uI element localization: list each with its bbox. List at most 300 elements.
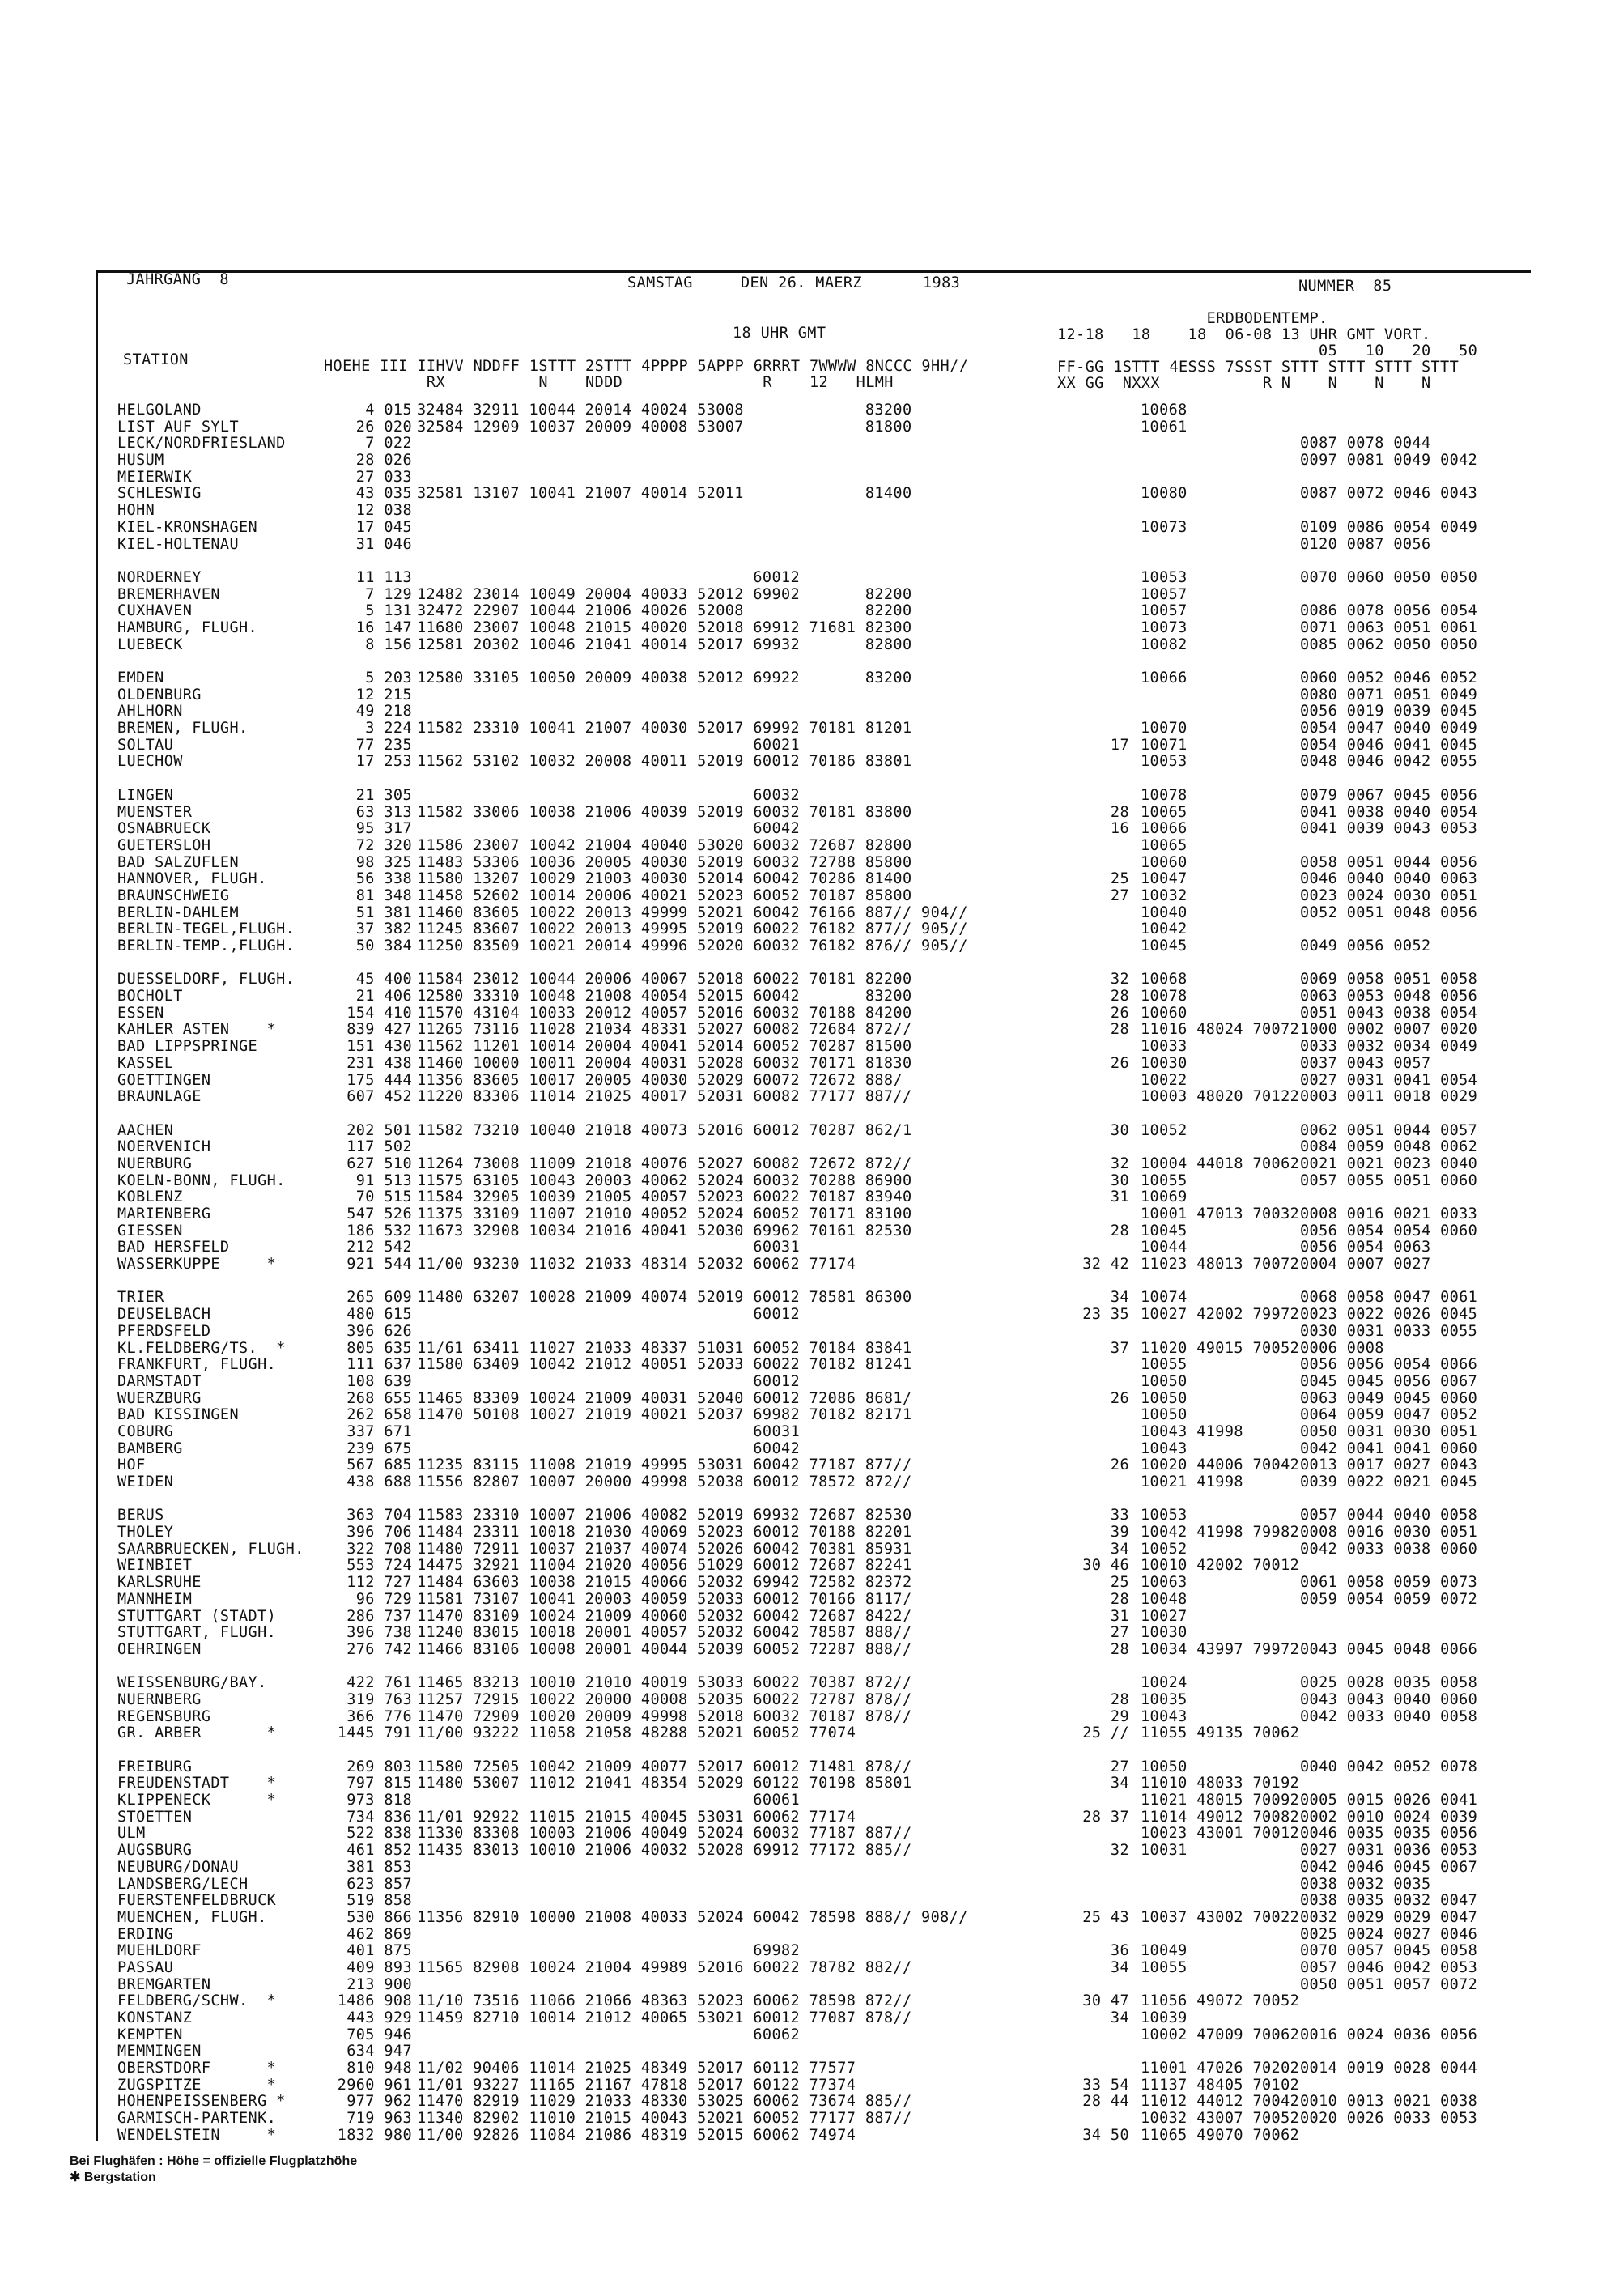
soil-temperatures: 0048 0046 0042 0055	[1300, 753, 1478, 771]
height-id: 202 501	[346, 1121, 412, 1139]
gust-groups: 28	[1110, 1690, 1129, 1708]
station-name: NUERNBERG	[117, 1690, 202, 1708]
station-name: MEMMINGEN	[117, 2043, 202, 2060]
extreme-groups: 10060	[1141, 853, 1188, 871]
obs-groups-18utc: 11435 83013 10010 21006 40032 52028 69912 77172 885//	[417, 1842, 912, 1860]
station-name: WEISSENBURG/BAY.	[117, 1674, 267, 1692]
height-id: 16 147	[355, 619, 412, 636]
height-id: 63 313	[355, 803, 412, 821]
station-name: BREMERHAVEN	[117, 585, 220, 603]
extreme-groups: 11012 44012 70042	[1141, 2093, 1300, 2111]
height-id: 319 763	[346, 1690, 412, 1708]
obs-groups-18utc: 11480 72911 10037 21037 40074 52026 60042 70381 85931	[417, 1540, 912, 1558]
height-id: 56 338	[355, 870, 412, 888]
gust-groups: 30 46	[1082, 1557, 1129, 1575]
obs-groups-18utc: 60021	[417, 736, 801, 754]
height-id: 70 515	[355, 1188, 412, 1206]
obs-groups-18utc: 11/00 92826 11084 21086 48319 52015 60062 74974	[417, 2126, 856, 2144]
soil-temperatures: 0020 0026 0033 0053	[1300, 2110, 1478, 2128]
obs-groups-18utc: 11240 83015 10018 20001 40057 52032 60042 78587 888//	[417, 1624, 912, 1642]
obs-groups-18utc: 11673 32908 10034 21016 40041 52030 69962 70161 82530	[417, 1222, 912, 1239]
soil-temperatures: 0041 0038 0040 0054	[1300, 803, 1478, 821]
station-name: MARIENBERG	[117, 1205, 211, 1222]
obs-groups-18utc: 11580 72505 10042 21009 40077 52017 60012 71481 878//	[417, 1758, 912, 1775]
height-id: 12 215	[355, 686, 412, 704]
soil-temperatures: 0043 0045 0048 0066	[1300, 1640, 1478, 1658]
obs-groups-18utc: 11584 23012 10044 20006 40067 52018 60022 70181 82200	[417, 971, 912, 989]
gust-groups: 33 54	[1082, 2076, 1129, 2094]
soil-temperatures: 0042 0041 0041 0060	[1300, 1439, 1478, 1457]
height-id: 977 962	[346, 2093, 412, 2111]
station-name: BRAUNLAGE	[117, 1088, 202, 1106]
obs-groups-18utc: 11581 73107 10041 20003 40059 52033 60012 70166 8117/	[417, 1590, 912, 1608]
obs-groups-18utc: 11220 83306 11014 21025 40017 52031 60082 77177 887//	[417, 1088, 912, 1106]
obs-groups-18utc: 11584 32905 10039 21005 40057 52023 60022 70187 83940	[417, 1188, 912, 1206]
height-id: 2960 961	[337, 2076, 412, 2094]
gust-groups: 32	[1110, 1842, 1129, 1860]
station-name: LINGEN	[117, 786, 174, 804]
soil-temperatures: 0071 0063 0051 0061	[1300, 619, 1478, 636]
obs-groups-18utc: 11582 33006 10038 21006 40039 52019 60032 70181 83800	[417, 803, 912, 821]
extreme-groups: 10052	[1141, 1540, 1188, 1558]
obs-groups-18utc: 11250 83509 10021 20014 49996 52020 60032 76182 876// 905//	[417, 938, 968, 955]
station-name: HOHENPEISSENBERG *	[117, 2093, 286, 2111]
station-name: BAD KISSINGEN	[117, 1406, 239, 1424]
obs-groups-18utc: 60031	[417, 1239, 801, 1256]
height-id: 1445 791	[337, 1724, 412, 1742]
station-name: GARMISCH-PARTENK.	[117, 2110, 277, 2128]
gust-groups: 26	[1110, 1054, 1129, 1072]
block-right-title-2: 12-18 18 18 06-08 13 UHR GMT VORT.	[1057, 326, 1431, 343]
height-id: 381 853	[346, 1858, 412, 1876]
soil-temperatures: 0087 0078 0044	[1300, 435, 1431, 453]
extreme-groups: 10032 43007 70052	[1141, 2110, 1300, 2128]
gust-groups: 17	[1110, 736, 1129, 754]
obs-groups-18utc: 11465 83309 10024 21009 40031 52040 60012 72086 8681/	[417, 1389, 912, 1407]
soil-temperatures: 0006 0008	[1300, 1339, 1384, 1357]
height-id: 519 858	[346, 1892, 412, 1910]
soil-temperatures: 0057 0055 0051 0060	[1300, 1171, 1478, 1189]
station-name: FRANKFURT, FLUGH.	[117, 1356, 277, 1374]
obs-groups-18utc: 11/61 63411 11027 21033 48337 51031 60052 70184 83841	[417, 1339, 912, 1357]
issue-number: NUMMER 85	[1298, 278, 1392, 295]
gust-groups: 30	[1110, 1121, 1129, 1139]
gust-groups: 33	[1110, 1507, 1129, 1524]
obs-groups-18utc: 12580 33105 10050 20009 40038 52012 69922 83200	[417, 670, 912, 687]
soil-temperatures: 0109 0086 0054 0049	[1300, 518, 1478, 536]
gust-groups: 32 42	[1082, 1256, 1129, 1273]
station-name: CUXHAVEN	[117, 602, 193, 620]
obs-groups-18utc: 60012	[417, 1372, 801, 1390]
soil-temperatures: 0056 0019 0039 0045	[1300, 703, 1478, 721]
extreme-groups: 10034 43997 79972	[1141, 1640, 1300, 1658]
height-id: 98 325	[355, 853, 412, 871]
extreme-groups: 11056 49072 70052	[1141, 1992, 1300, 2010]
height-id: 797 815	[346, 1775, 412, 1792]
soil-temperatures: 0008 0016 0021 0033	[1300, 1205, 1478, 1222]
gust-groups: 25 //	[1082, 1724, 1129, 1742]
soil-temperatures: 0030 0031 0033 0055	[1300, 1322, 1478, 1340]
station-name: BREMGARTEN	[117, 1975, 211, 1993]
obs-groups-18utc: 11458 52602 10014 20006 40021 52023 60052 70187 85800	[417, 887, 912, 904]
extreme-groups: 11010 48033 70192	[1141, 1775, 1300, 1792]
height-id: 443 929	[346, 2009, 412, 2026]
height-id: 337 671	[346, 1422, 412, 1440]
obs-groups-18utc: 11483 53306 10036 20005 40030 52019 60032 72788 85800	[417, 853, 912, 871]
extreme-groups: 10010 42002 70012	[1141, 1557, 1300, 1575]
soil-temperatures: 0038 0032 0035	[1300, 1875, 1431, 1893]
station-name: KIEL-HOLTENAU	[117, 535, 239, 553]
station-name: KAHLER ASTEN *	[117, 1021, 277, 1039]
extreme-groups: 11065 49070 70062	[1141, 2126, 1300, 2144]
station-name: LECK/NORDFRIESLAND	[117, 435, 286, 453]
height-id: 262 658	[346, 1406, 412, 1424]
height-id: 72 320	[355, 836, 412, 854]
height-id: 265 609	[346, 1289, 412, 1307]
height-id: 480 615	[346, 1306, 412, 1324]
soil-temperatures: 0042 0033 0040 0058	[1300, 1707, 1478, 1725]
obs-groups-18utc: 69982	[417, 1942, 801, 1960]
obs-groups-18utc: 11484 63603 10038 21015 40066 52032 69942 72582 82372	[417, 1574, 912, 1592]
soil-temperatures: 0120 0087 0056	[1300, 535, 1431, 553]
station-name: HUSUM	[117, 452, 164, 470]
height-id: 95 317	[355, 820, 412, 838]
station-name: AHLHORN	[117, 703, 183, 721]
height-id: 567 685	[346, 1456, 412, 1474]
height-id: 117 502	[346, 1138, 412, 1156]
extreme-groups: 10048	[1141, 1590, 1188, 1608]
soil-temperatures: 0046 0035 0035 0056	[1300, 1825, 1478, 1843]
weekday: SAMSTAG	[627, 274, 693, 291]
station-name: KLIPPENECK *	[117, 1792, 277, 1809]
station-name: FREIBURG	[117, 1758, 193, 1775]
height-id: 12 038	[355, 502, 412, 520]
obs-groups-18utc: 11264 73008 11009 21018 40076 52027 60082 72672 872//	[417, 1154, 912, 1172]
station-name: WASSERKUPPE *	[117, 1256, 277, 1273]
soil-temperatures: 0054 0047 0040 0049	[1300, 720, 1478, 738]
extreme-groups: 10053	[1141, 753, 1188, 771]
height-id: 401 875	[346, 1942, 412, 1960]
station-name: BERLIN-TEMP.,FLUGH.	[117, 938, 295, 955]
soil-temperatures: 0049 0056 0052	[1300, 938, 1431, 955]
extreme-groups: 10037 43002 70022	[1141, 1908, 1300, 1926]
height-id: 45 400	[355, 971, 412, 989]
height-id: 49 218	[355, 703, 412, 721]
obs-groups-18utc: 11470 83109 10024 21009 40060 52032 60042 72687 8422/	[417, 1607, 912, 1625]
station-name: KOELN-BONN, FLUGH.	[117, 1171, 286, 1189]
height-id: 268 655	[346, 1389, 412, 1407]
extreme-groups: 10031	[1141, 1842, 1188, 1860]
station-name: ESSEN	[117, 1004, 164, 1022]
obs-groups-18utc: 60012	[417, 1306, 801, 1324]
extreme-groups: 10042 41998 79982	[1141, 1524, 1300, 1541]
station-name: MUENCHEN, FLUGH.	[117, 1908, 267, 1926]
extreme-groups: 10065	[1141, 836, 1188, 854]
extreme-groups: 10057	[1141, 602, 1188, 620]
station-name: BOCHOLT	[117, 988, 183, 1006]
footnote-mountain-station: ✱ Bergstation	[70, 2171, 156, 2184]
soil-temperatures: 0062 0051 0044 0057	[1300, 1121, 1478, 1139]
station-name: LUECHOW	[117, 753, 183, 771]
gust-groups: 27	[1110, 1624, 1129, 1642]
height-id: 17 253	[355, 753, 412, 771]
data-column-headers-2: RX N NDDD R 12 HLMH	[324, 374, 894, 391]
height-id: 286 737	[346, 1607, 412, 1625]
soil-temperatures: 0013 0017 0027 0043	[1300, 1456, 1478, 1474]
soil-temperatures: 0087 0072 0046 0043	[1300, 485, 1478, 503]
extreme-groups: 10022	[1141, 1071, 1188, 1089]
station-name: AACHEN	[117, 1121, 174, 1139]
station-name: GUETERSLOH	[117, 836, 211, 854]
gust-groups: 34	[1110, 1775, 1129, 1792]
gust-groups: 32	[1110, 971, 1129, 989]
obs-groups-18utc: 11470 82919 11029 21033 48330 53025 60062 73674 885//	[417, 2093, 912, 2111]
extreme-groups: 10057	[1141, 585, 1188, 603]
height-id: 810 948	[346, 2060, 412, 2077]
height-id: 17 045	[355, 518, 412, 536]
height-id: 627 510	[346, 1154, 412, 1172]
height-id: 719 963	[346, 2110, 412, 2128]
height-id: 530 866	[346, 1908, 412, 1926]
extreme-groups: 10045	[1141, 938, 1188, 955]
gust-groups: 32	[1110, 1154, 1129, 1172]
footnotes	[70, 2154, 357, 2186]
station-name: MEIERWIK	[117, 468, 193, 486]
extreme-groups: 10030	[1141, 1624, 1188, 1642]
obs-groups-18utc: 11356 83605 10017 20005 40030 52029 60072 72672 888/	[417, 1071, 903, 1089]
extreme-groups: 10080	[1141, 485, 1188, 503]
extreme-groups: 11055 49135 70062	[1141, 1724, 1300, 1742]
extreme-groups: 10066	[1141, 820, 1188, 838]
soil-temperatures: 0025 0028 0035 0058	[1300, 1674, 1478, 1692]
extreme-groups: 10039	[1141, 2009, 1188, 2026]
station-name: KIEL-KRONSHAGEN	[117, 518, 258, 536]
extreme-groups: 10004 44018 70062	[1141, 1154, 1300, 1172]
station-name: KARLSRUHE	[117, 1574, 202, 1592]
height-id: 396 626	[346, 1322, 412, 1340]
height-id: 4 015	[365, 402, 412, 419]
extreme-groups: 10043	[1141, 1439, 1188, 1457]
height-id: 186 532	[346, 1222, 412, 1239]
gust-groups: 36	[1110, 1942, 1129, 1960]
height-id: 553 724	[346, 1557, 412, 1575]
obs-groups-18utc: 11340 82902 11010 21015 40043 52021 60052 77177 887//	[417, 2110, 912, 2128]
extreme-groups: 10045	[1141, 1222, 1188, 1239]
soil-temperatures: 0014 0019 0028 0044	[1300, 2060, 1478, 2077]
station-name: OEHRINGEN	[117, 1640, 202, 1658]
extreme-groups: 11023 48013 70072	[1141, 1256, 1300, 1273]
obs-groups-18utc: 11460 10000 10011 20004 40031 52028 60032 70171 81830	[417, 1054, 912, 1072]
extreme-groups: 10030	[1141, 1054, 1188, 1072]
soil-temperatures: 0057 0044 0040 0058	[1300, 1507, 1478, 1524]
height-id: 3 224	[365, 720, 412, 738]
gust-groups: 34	[1110, 2009, 1129, 2026]
soil-temperatures: 0002 0010 0024 0039	[1300, 1808, 1478, 1826]
soil-temperatures: 0016 0024 0036 0056	[1300, 2026, 1478, 2043]
extreme-groups: 11021 48015 70092	[1141, 1792, 1300, 1809]
height-id: 461 852	[346, 1842, 412, 1860]
soil-temperatures: 0042 0033 0038 0060	[1300, 1540, 1478, 1558]
soil-temperatures: 0037 0043 0057	[1300, 1054, 1431, 1072]
station-name: ZUGSPITZE *	[117, 2076, 277, 2094]
station-name: WENDELSTEIN *	[117, 2126, 277, 2144]
extreme-groups: 10070	[1141, 720, 1188, 738]
height-id: 705 946	[346, 2026, 412, 2043]
footnote-airport-height: Bei Flughäfen : Höhe = offizielle Flugplatzhöhe	[70, 2154, 358, 2168]
station-name: NEUBURG/DONAU	[117, 1858, 239, 1876]
station-name: EMDEN	[117, 670, 164, 687]
soil-temperatures: 0027 0031 0036 0053	[1300, 1842, 1478, 1860]
station-name: LUEBECK	[117, 636, 183, 653]
obs-groups-18utc: 11583 23310 10007 21006 40082 52019 69932 72687 82530	[417, 1507, 912, 1524]
obs-groups-18utc: 11/10 73516 11066 21066 48363 52023 60062 78598 872//	[417, 1992, 912, 2010]
extreme-groups: 11001 47026 70202	[1141, 2060, 1300, 2077]
obs-groups-18utc: 60062	[417, 2026, 801, 2043]
station-name: BERLIN-DAHLEM	[117, 904, 239, 921]
soil-temperatures: 0033 0032 0034 0049	[1300, 1038, 1478, 1056]
soil-temperatures: 0057 0046 0042 0053	[1300, 1958, 1478, 1976]
station-name: AUGSBURG	[117, 1842, 193, 1860]
extreme-groups: 10003 48020 70122	[1141, 1088, 1300, 1106]
extreme-groups: 10078	[1141, 786, 1188, 804]
jahrgang: JAHRGANG 8	[126, 271, 229, 288]
height-id: 322 708	[346, 1540, 412, 1558]
obs-groups-18utc: 11565 82908 10024 21004 49989 52016 60022 78782 882//	[417, 1958, 912, 1976]
extreme-groups: 10069	[1141, 1188, 1188, 1206]
gust-groups: 28 44	[1082, 2093, 1129, 2111]
obs-groups-18utc: 11562 53102 10032 20008 40011 52019 60012 70186 83801	[417, 753, 912, 771]
extreme-groups: 10068	[1141, 971, 1188, 989]
height-id: 462 869	[346, 1925, 412, 1943]
soil-temperatures: 0063 0049 0045 0060	[1300, 1389, 1478, 1407]
obs-groups-18utc: 11466 83106 10008 20001 40044 52039 60052 72287 888//	[417, 1640, 912, 1658]
station-name: DEUSELBACH	[117, 1306, 211, 1324]
extreme-groups: 10047	[1141, 870, 1188, 888]
station-name: HELGOLAND	[117, 402, 202, 419]
obs-groups-18utc: 11580 63409 10042 21012 40051 52033 60022 70182 81241	[417, 1356, 912, 1374]
extreme-groups: 11014 49012 70082	[1141, 1808, 1300, 1826]
height-id: 27 033	[355, 468, 412, 486]
height-id: 11 113	[355, 568, 412, 586]
soil-temperatures: 0086 0078 0056 0054	[1300, 602, 1478, 620]
station-name: NORDERNEY	[117, 568, 202, 586]
gust-groups: 28	[1110, 1640, 1129, 1658]
height-id: 96 729	[355, 1590, 412, 1608]
height-id: 212 542	[346, 1239, 412, 1256]
block-right-title-1: ERDBODENTEMP.	[1057, 310, 1328, 327]
obs-groups-18utc: 11265 73116 11028 21034 48331 52027 60082 72684 872//	[417, 1021, 912, 1039]
soil-temperatures: 0046 0040 0040 0063	[1300, 870, 1478, 888]
gust-groups: 26	[1110, 1389, 1129, 1407]
soil-temperatures: 0040 0042 0052 0078	[1300, 1758, 1478, 1775]
extreme-groups: 10040	[1141, 904, 1188, 921]
soil-temperatures: 0038 0035 0032 0047	[1300, 1892, 1478, 1910]
obs-groups-18utc: 14475 32921 11004 21020 40056 51029 60012 72687 82241	[417, 1557, 912, 1575]
right-column-headers-2: XX GG NXXX R N N N N	[1057, 375, 1431, 392]
height-id: 31 046	[355, 535, 412, 553]
height-id: 50 384	[355, 938, 412, 955]
soil-temperatures: 0023 0022 0026 0045	[1300, 1306, 1478, 1324]
extreme-groups: 10027 42002 79972	[1141, 1306, 1300, 1324]
gust-groups: 34	[1110, 1958, 1129, 1976]
extreme-groups: 10023 43001 70012	[1141, 1825, 1300, 1843]
gust-groups: 27	[1110, 887, 1129, 904]
gust-groups: 34	[1110, 1289, 1129, 1307]
station-name: ERDING	[117, 1925, 174, 1943]
obs-groups-18utc: 32472 22907 10044 21006 40026 52008 82200	[417, 602, 912, 620]
height-id: 734 836	[346, 1808, 412, 1826]
soil-temperatures: 0005 0015 0026 0041	[1300, 1792, 1478, 1809]
extreme-groups: 10042	[1141, 921, 1188, 938]
gust-groups: 28 37	[1082, 1808, 1129, 1826]
obs-groups-18utc: 11/00 93222 11058 21058 48288 52021 60052 77074	[417, 1724, 856, 1742]
soil-temperatures: 0080 0071 0051 0049	[1300, 686, 1478, 704]
height-id: 77 235	[355, 736, 412, 754]
extreme-groups: 10001 47013 70032	[1141, 1205, 1300, 1222]
height-id: 213 900	[346, 1975, 412, 1993]
height-id: 921 544	[346, 1256, 412, 1273]
obs-groups-18utc: 60042	[417, 820, 801, 838]
station-name: WEIDEN	[117, 1473, 174, 1490]
extreme-groups: 10044	[1141, 1239, 1188, 1256]
gust-groups: 28	[1110, 1021, 1129, 1039]
station-name: FELDBERG/SCHW. *	[117, 1992, 277, 2010]
height-id: 607 452	[346, 1088, 412, 1106]
obs-groups-18utc: 11570 43104 10033 20012 40057 52016 60032 70188 84200	[417, 1004, 912, 1022]
station-name: HAMBURG, FLUGH.	[117, 619, 258, 636]
station-name: BREMEN, FLUGH.	[117, 720, 249, 738]
height-id: 28 026	[355, 452, 412, 470]
height-id: 522 838	[346, 1825, 412, 1843]
gust-groups: 31	[1110, 1607, 1129, 1625]
extreme-groups: 10027	[1141, 1607, 1188, 1625]
block-right-title-3: 05 10 20 50	[1057, 342, 1478, 359]
extreme-groups: 10055	[1141, 1356, 1188, 1374]
obs-groups-18utc: 11680 23007 10048 21015 40020 52018 69912 71681 82300	[417, 619, 912, 636]
gust-groups: 37	[1110, 1339, 1129, 1357]
obs-groups-18utc: 11580 13207 10029 21003 40030 52014 60042 70286 81400	[417, 870, 912, 888]
extreme-groups: 10066	[1141, 670, 1188, 687]
height-id: 409 893	[346, 1958, 412, 1976]
station-name: BRAUNSCHWEIG	[117, 887, 230, 904]
extreme-groups: 10078	[1141, 988, 1188, 1006]
gust-groups: 34	[1110, 1540, 1129, 1558]
station-name: BAMBERG	[117, 1439, 183, 1457]
height-id: 5 203	[365, 670, 412, 687]
extreme-groups: 10024	[1141, 1674, 1188, 1692]
obs-groups-18utc: 60012	[417, 568, 801, 586]
extreme-groups: 10055	[1141, 1171, 1188, 1189]
height-id: 7 022	[365, 435, 412, 453]
height-id: 269 803	[346, 1758, 412, 1775]
station-name: BERLIN-TEGEL,FLUGH.	[117, 921, 295, 938]
height-id: 5 131	[365, 602, 412, 620]
data-column-headers-1: HOEHE III IIHVV NDDFF 1STTT 2STTT 4PPPP 5APPP 6RRRT 7WWWW 8NCCC 9HH//	[324, 358, 969, 375]
height-id: 239 675	[346, 1439, 412, 1457]
gust-groups: 16	[1110, 820, 1129, 838]
station-name: OLDENBURG	[117, 686, 202, 704]
extreme-groups: 10049	[1141, 1942, 1188, 1960]
soil-temperatures: 0064 0059 0047 0052	[1300, 1406, 1478, 1424]
obs-groups-18utc: 32581 13107 10041 21007 40014 52011 81400	[417, 485, 912, 503]
obs-groups-18utc: 11465 83213 10010 21010 40019 53033 60022 70387 872//	[417, 1674, 912, 1692]
station-name: MUENSTER	[117, 803, 193, 821]
height-id: 108 639	[346, 1372, 412, 1390]
extreme-groups: 10043 41998	[1141, 1422, 1243, 1440]
obs-groups-18utc: 11575 63105 10043 20003 40062 52024 60032 70288 86900	[417, 1171, 912, 1189]
station-column-header: STATION	[123, 351, 189, 368]
extreme-groups: 10033	[1141, 1038, 1188, 1056]
